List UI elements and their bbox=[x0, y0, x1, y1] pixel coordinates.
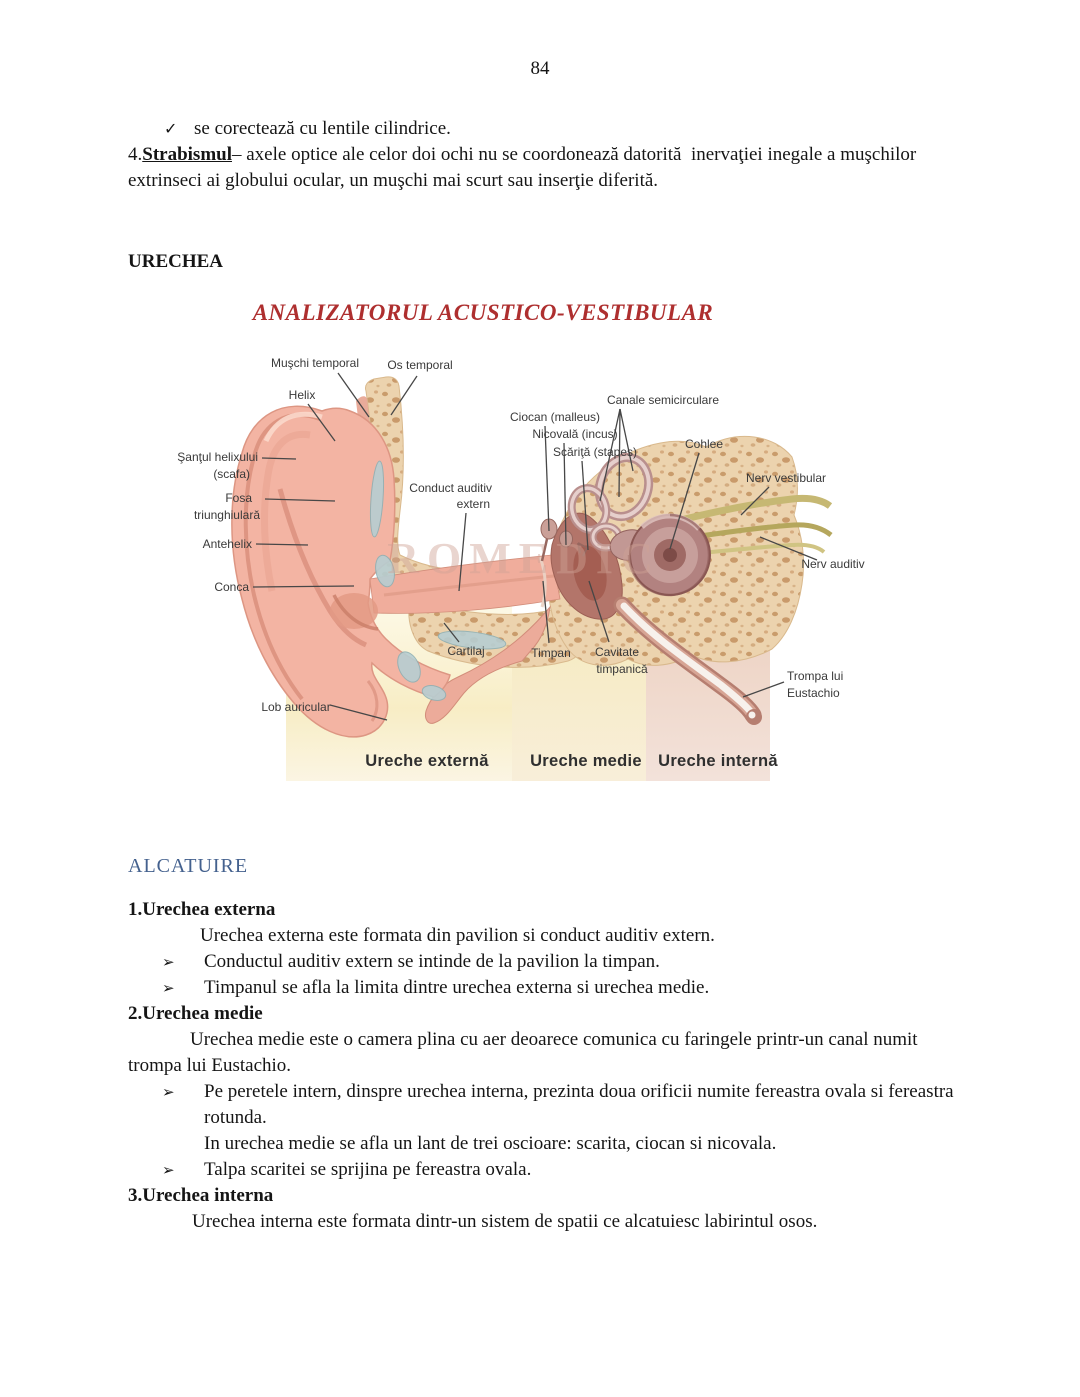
bullet-text: Conductul auditiv extern se intinde de la pavilion la timpan. bbox=[204, 951, 660, 972]
cochlea-core bbox=[663, 548, 677, 562]
bullet-text: Timpanul se afla la limita dintre urechea externa si urechea medie. bbox=[204, 977, 710, 998]
label-ciocan: Ciocan (malleus) bbox=[509, 410, 601, 424]
section-title: URECHEA bbox=[128, 251, 224, 272]
label-conduct-auditiv: Conduct auditiv bbox=[409, 481, 492, 495]
label-eustachio: Eustachio bbox=[787, 686, 840, 700]
arrow-bullet-icon: ➢ bbox=[162, 979, 175, 997]
check-item-text: se corectează cu lentile cilindrice. bbox=[194, 118, 451, 139]
bullet-item bbox=[128, 1079, 964, 1131]
arrow-bullet-icon: ➢ bbox=[162, 953, 175, 971]
subsection-3-line: Urechea interna este formata dintr-un sistem de spatii ce alcatuiesc labirintul osos. bbox=[192, 1211, 818, 1232]
leader-ciocan bbox=[545, 426, 549, 531]
label-ureche-interna: Ureche internă bbox=[658, 752, 778, 770]
intro-text-block bbox=[128, 116, 964, 194]
alcatuire-heading: ALCATUIRE bbox=[128, 855, 249, 877]
subsection-1-line: Urechea externa este formata din pavilion si conduct auditiv extern. bbox=[200, 925, 715, 946]
label-conca: Conca bbox=[214, 580, 249, 594]
check-list-item bbox=[128, 116, 964, 142]
label-os-temporal: Os temporal bbox=[387, 358, 453, 372]
label-timpan: Timpan bbox=[531, 646, 571, 660]
bullet-text: Talpa scaritei se sprijina pe fereastra ovala. bbox=[204, 1159, 532, 1180]
label-conduct-extern: extern bbox=[456, 497, 490, 511]
page-number: 84 bbox=[530, 58, 550, 79]
label-ureche-externa: Ureche externă bbox=[365, 752, 489, 770]
ear-anatomy-figure bbox=[172, 349, 882, 799]
bullet-item bbox=[128, 1157, 964, 1183]
item4-term: Strabismul bbox=[142, 144, 232, 165]
figure-title: ANALIZATORUL ACUSTICO-VESTIBULAR bbox=[252, 300, 714, 325]
subsection-3-title: 3.Urechea interna bbox=[128, 1185, 274, 1206]
label-santul-scafa: (scafa) bbox=[213, 467, 250, 481]
label-ureche-medie: Ureche medie bbox=[530, 752, 642, 770]
label-lob-auricular: Lob auricular bbox=[261, 700, 331, 714]
check-icon: ✓ bbox=[164, 119, 178, 138]
label-muschi-temporal: Muşchi temporal bbox=[270, 356, 360, 370]
label-fosa-triunghiulara: triunghiulară bbox=[193, 508, 260, 522]
tube-tip-opening bbox=[749, 712, 756, 719]
arrow-bullet-icon: ➢ bbox=[162, 1083, 175, 1101]
label-cavitate-timpanica: timpanică bbox=[596, 662, 648, 676]
label-nerv-auditiv: Nerv auditiv bbox=[801, 557, 865, 571]
label-cartilaj: Cartilaj bbox=[447, 644, 485, 658]
label-nicovala: Nicovală (incus) bbox=[532, 427, 618, 441]
label-scarita: Scăriţă (stapes) bbox=[552, 445, 638, 459]
label-santul-helixului: Şanţul helixului bbox=[177, 450, 258, 464]
bullet-text: Pe peretele intern, dinspre urechea interna, prezinta doua orificii numite fereastra ovala si fereastra rotunda. bbox=[204, 1081, 954, 1128]
subsection-1-title: 1.Urechea externa bbox=[128, 899, 276, 920]
item4-text: – axele optice ale celor doi ochi nu se coordonează datorită inervaţiei inegale a muşchilor extrinseci ai globului ocular, un muşchi mai scurt sau inserţie diferită. bbox=[128, 144, 921, 191]
label-antehelix: Antehelix bbox=[202, 537, 252, 551]
item4-number: 4. bbox=[128, 144, 143, 165]
strabism-paragraph bbox=[128, 142, 964, 194]
label-cohlee: Cohlee bbox=[684, 437, 724, 451]
subsection-2-paragraph: Urechea medie este o camera plina cu aer deoarece comunica cu faringele printr-un canal numit trompa lui Eustachio. bbox=[128, 1029, 918, 1076]
watermark-text: ROMEDIC bbox=[387, 534, 661, 583]
label-fosa: Fosa bbox=[225, 491, 252, 505]
label-trompa-lui: Trompa lui bbox=[787, 669, 844, 683]
label-helix: Helix bbox=[288, 388, 316, 402]
subsection-2-line: In urechea medie se afla un lant de trei oscioare: scarita, ciocan si nicovala. bbox=[204, 1133, 777, 1154]
alcatuire-content bbox=[128, 897, 964, 1235]
label-cavitate: Cavitate bbox=[594, 645, 640, 659]
label-nerv-vestibular: Nerv vestibular bbox=[745, 471, 827, 485]
bullet-item bbox=[128, 949, 964, 975]
bullet-item bbox=[128, 975, 964, 1001]
label-canale-semicirculare: Canale semicirculare bbox=[606, 393, 720, 407]
subsection-2-title: 2.Urechea medie bbox=[128, 1003, 263, 1024]
arrow-bullet-icon: ➢ bbox=[162, 1161, 175, 1179]
